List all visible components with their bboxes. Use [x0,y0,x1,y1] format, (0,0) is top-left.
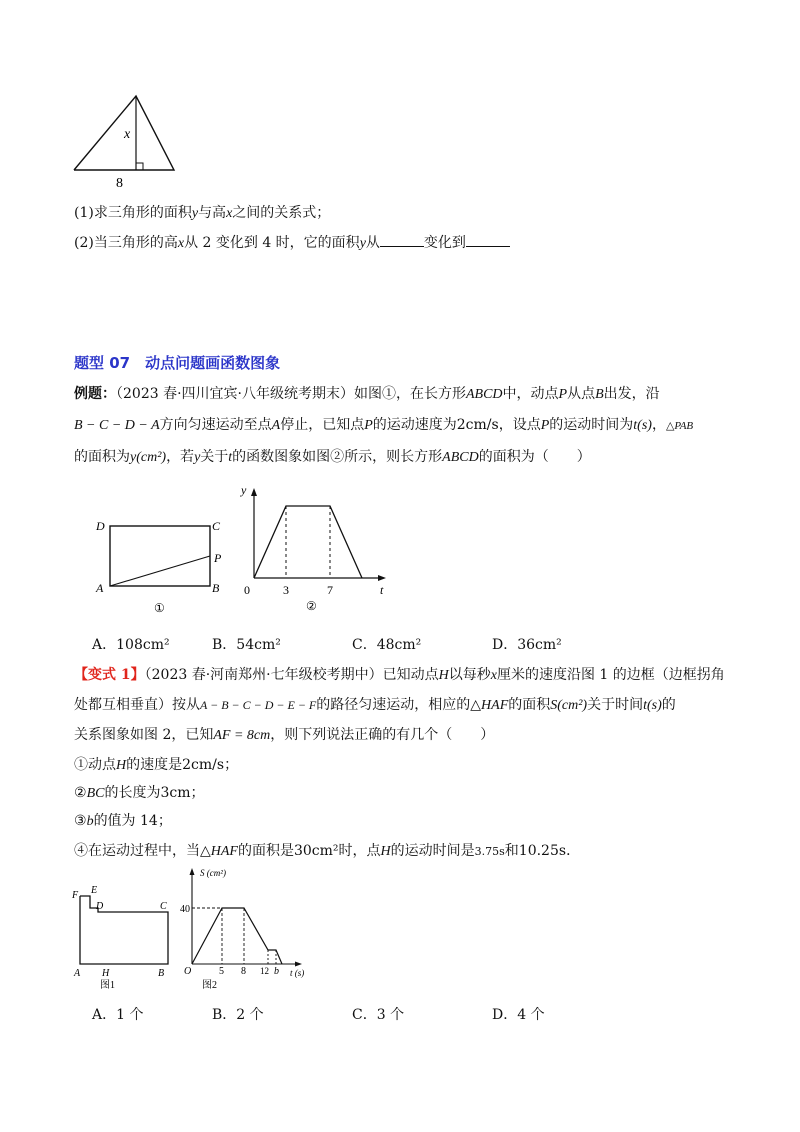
option-2-a[interactable]: A．1 个 [92,1007,144,1023]
statement-1: ①动点H的速度是2cm/s； [74,757,239,773]
option-1-b[interactable]: B．54cm² [212,637,281,653]
option-1-d[interactable]: D．36cm² [492,637,562,653]
fig3-D: D [96,901,104,912]
fig1-C: C [212,519,221,533]
rectangle-figure [90,512,230,622]
fig1-B: B [212,581,220,595]
fig1-A: A [96,581,104,595]
option-2-d[interactable]: D．4 个 [492,1007,545,1023]
fig2-caption: ② [306,599,317,613]
fig4-tick-b: b [274,966,279,977]
option-1-c[interactable]: C．48cm² [352,637,422,653]
fig4-tick-12: 12 [260,966,269,976]
fig4-tick-5: 5 [219,966,224,977]
fig2-y-label: y [241,484,247,497]
fig3-H: H [102,968,110,979]
answer-blank-1[interactable] [380,234,424,247]
function-graph-2 [180,864,320,992]
fig4-origin: O [184,966,192,977]
fig2-tick-3: 3 [283,583,289,597]
variant-line-3: 关系图象如图 2，已知AF = 8cm，则下列说法正确的有几个（ ） [74,727,495,743]
fig4-40: 40 [180,904,190,915]
fig2-origin: 0 [244,583,250,597]
statement-3: ③b的值为 14； [74,813,172,829]
triangle-height-label: x [124,127,131,142]
statement-2: ②BC的长度为3cm； [74,785,205,801]
fig3-C: C [160,901,167,912]
example-line-1: 例题：（2023 春·四川宜宾·八年级统考期末）如图①，在长方形ABCD中，动点P从点B出发，沿 [74,386,660,402]
fig2-tick-7: 7 [327,583,333,597]
fig4-tick-8: 8 [241,966,246,977]
question-2: (2)当三角形的高x从 2 变化到 4 时，它的面积y从 变化到 [74,232,510,255]
triangle-base-label: 8 [116,176,123,191]
fig3-A: A [74,968,81,979]
section-heading: 题型 07 动点问题画函数图象 [74,354,281,372]
variant-line-2: 处都互相垂直）按从A − B − C − D − E − F的路径匀速运动，相应的△HAF的面积S(cm²)关于时间t(s)的 [74,697,676,713]
example-line-3: 的面积为y(cm²)，若y关于t的函数图象如图②所示，则长方形ABCD的面积为（ ） [74,449,591,465]
variant-line-1: 【变式 1】（2023 春·河南郑州·七年级校考期中）已知动点H以每秒x厘米的速度沿图 1 的边框（边框拐角 [74,667,725,683]
fig1-caption: ① [154,601,165,615]
fig4-s-axis: S (cm²) [200,868,226,878]
answer-blank-2[interactable] [466,234,510,247]
frame-figure [70,880,190,992]
fig1-D: D [96,519,105,533]
option-2-c[interactable]: C．3 个 [352,1007,405,1023]
fig2-t-label: t [380,583,384,597]
fig3-E: E [91,885,98,896]
function-graph-1 [232,484,392,624]
triangle-figure [70,92,180,192]
fig4-t-axis: t (s) [290,968,305,978]
question-1: (1)求三角形的面积y与高x之间的关系式； [74,205,331,221]
example-line-2: B − C − D − A方向匀速运动至点A停止，已知点P的运动速度为2cm/s，设点P的运动时间为t(s)，△PAB [74,417,694,433]
fig3-caption: 图1 [100,980,115,991]
fig3-B: B [158,968,165,979]
fig4-caption: 图2 [202,980,217,991]
fig1-P: P [214,551,222,565]
statement-4: ④在运动过程中，当△HAF的面积是30cm²时，点H的运动时间是3.75s和10.25s． [74,843,581,859]
option-1-a[interactable]: A．108cm² [92,637,170,653]
option-2-b[interactable]: B．2 个 [212,1007,264,1023]
fig3-F: F [72,890,79,901]
